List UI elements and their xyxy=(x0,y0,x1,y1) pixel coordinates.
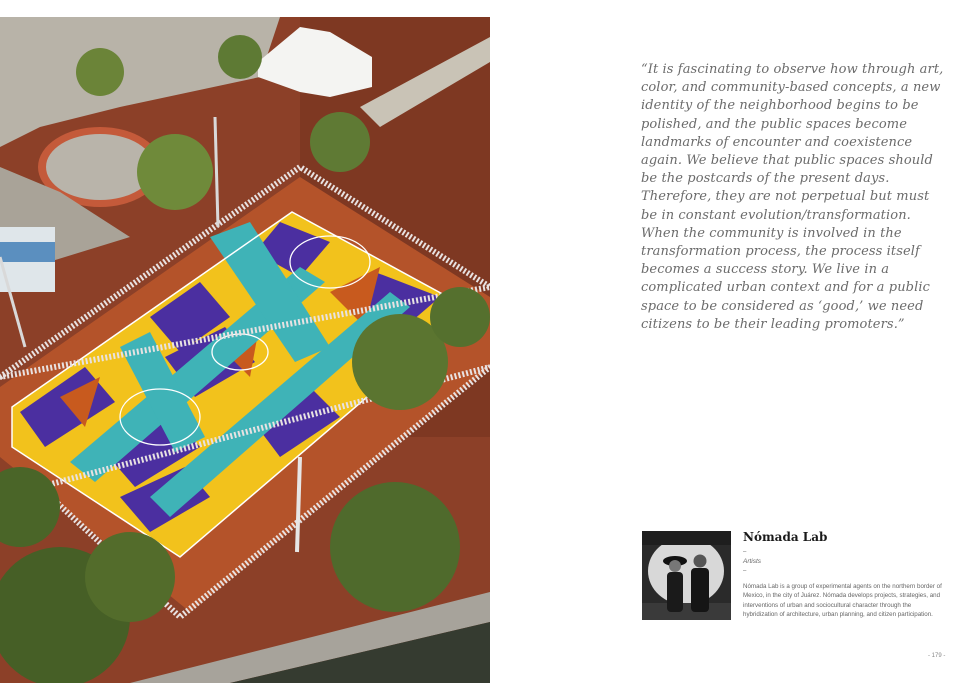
separator-dash: – xyxy=(743,549,747,555)
court-photo xyxy=(0,17,490,683)
separator-dash: – xyxy=(743,568,747,574)
artist-name: Nómada Lab xyxy=(743,530,828,544)
artist-role: Artists xyxy=(743,558,762,565)
quote-text: “It is fascinating to observe how through art, color, and community-based concepts, a new identity of the neighborhood begins to be polished, and the public spaces become landmarks of encounter and coexistence again. We believe that public spaces should be the postcards of the present days. Therefore, they are not perpetual but must be in constant evolution/transformation. When the community is involved in the transformation process, the process itself becomes a success story. We live in a complicated urban context and for a public space to be considered as ‘good,’ we need citizens to be their leading promoters.” xyxy=(641,62,944,332)
page-number: - 179 - xyxy=(928,653,946,659)
artist-portrait xyxy=(642,531,731,620)
artist-bio: Nómada Lab is a group of experimental agents on the northern border of Mexico, in the city of Juárez. Nómada develops projects, strategies, and interventions of urban and sociocultural character through the hybridization of architecture, urban planning, and citizen participation. xyxy=(743,583,942,618)
